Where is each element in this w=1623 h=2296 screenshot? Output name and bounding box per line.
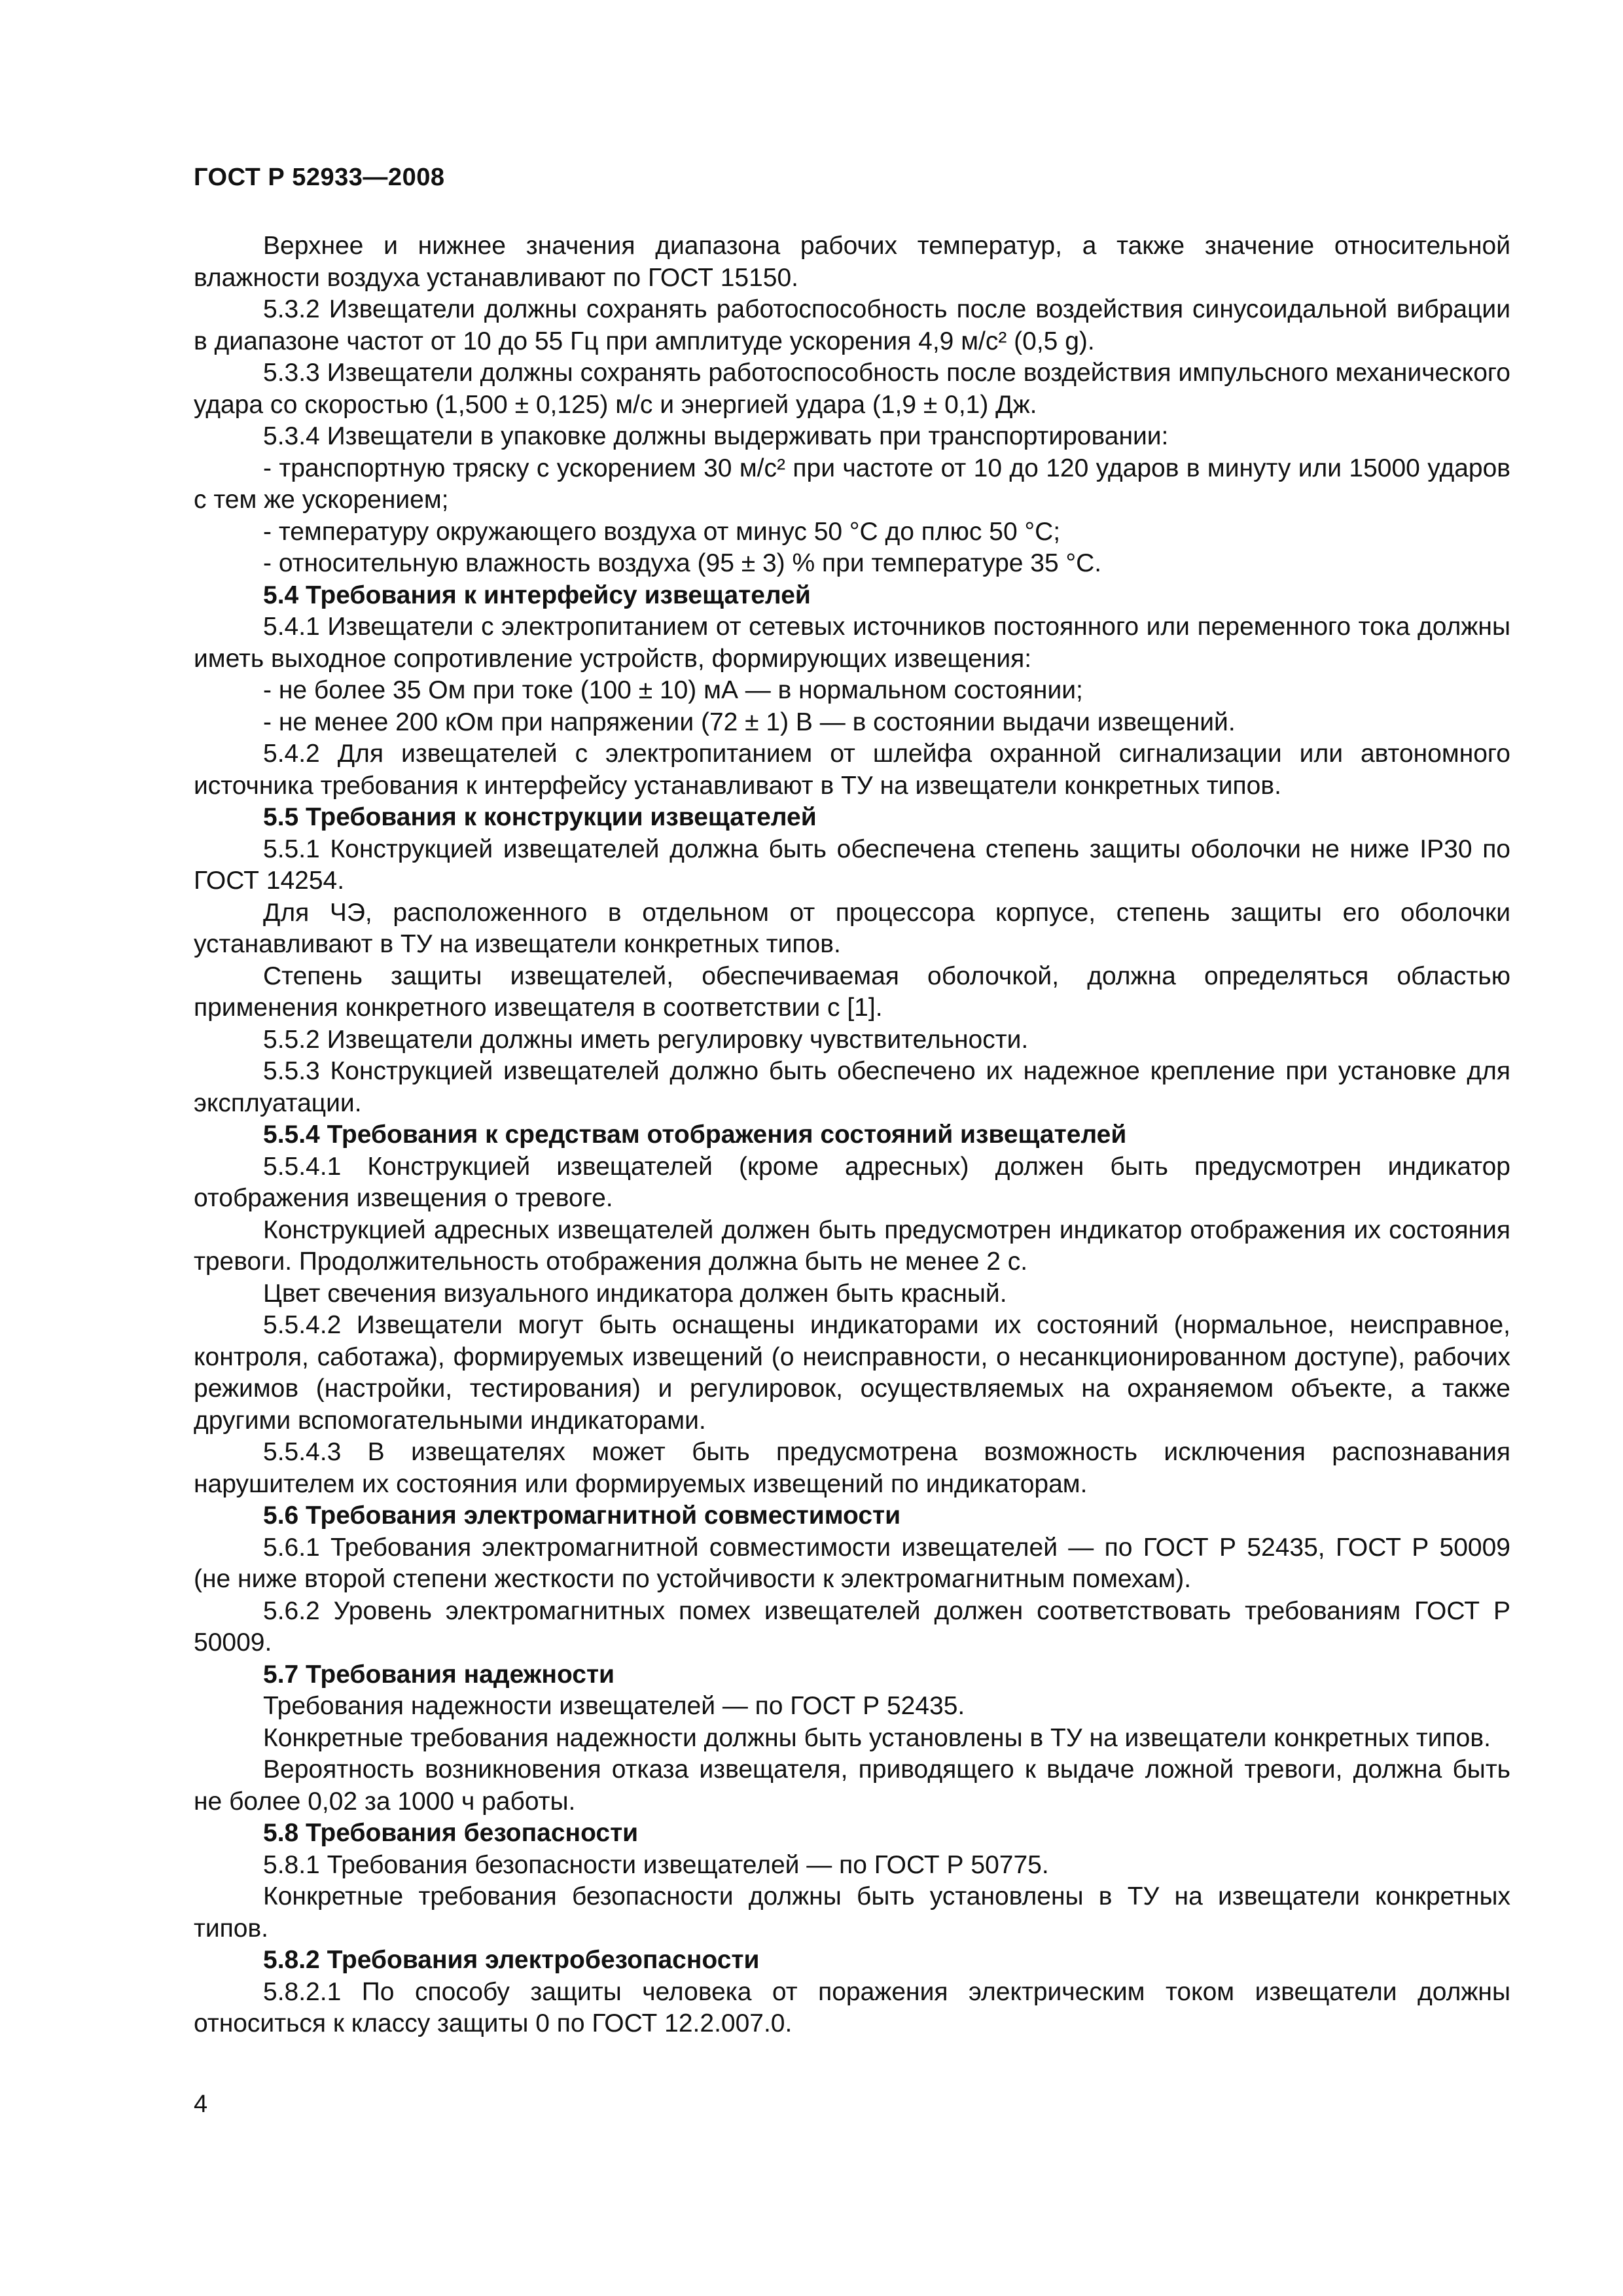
paragraph-5-5-4-2: 5.5.4.2 Извещатели могут быть оснащены индикаторами их состояний (нормальное, неисправное, контроля, саботажа), формируемых извещений (о неисправности, о несанкционированном доступе), рабочих режимов (настройки, тестирования) и регулировок, осуществляемых на охраняемом объекте, а также другими вспомогательными индикаторами. [194, 1311, 1510, 1435]
list-item-air-humidity: - относительную влажность воздуха (95 ± 3) % при температуре 35 °С. [263, 549, 1102, 577]
list-item-alarm-state-resistance: - не менее 200 кОм при напряжении (72 ± 1) В — в состоянии выдачи извещений. [263, 708, 1236, 736]
paragraph-addressable-indicator: Конструкцией адресных извещателей должен быть предусмотрен индикатор отображения их состояния тревоги. Продолжительность отображения должна быть не менее 2 с. [194, 1215, 1510, 1276]
list-item-normal-state-resistance: - не более 35 Ом при токе (100 ± 10) мА — в нормальном состоянии; [263, 676, 1083, 704]
paragraph-5-6-1: 5.6.1 Требования электромагнитной совместимости извещателей — по ГОСТ Р 52435, ГОСТ Р 50009 (не ниже второй степени жесткости по устойчивости к электромагнитным помехам). [194, 1533, 1510, 1593]
paragraph-reliability-specific: Конкретные требования надежности должны быть установлены в ТУ на извещатели конкретных типов. [263, 1723, 1491, 1752]
section-heading-5-7: 5.7 Требования надежности [263, 1660, 615, 1689]
section-heading-5-8: 5.8 Требования безопасности [263, 1819, 639, 1847]
paragraph-5-3-3: 5.3.3 Извещатели должны сохранять работоспособность после воздействия импульсного механического удара со скоростью (1,500 ± 0,125) м/с и энергией удара (1,9 ± 0,1) Дж. [194, 359, 1510, 419]
paragraph-5-8-1: 5.8.1 Требования безопасности извещателей — по ГОСТ Р 50775. [263, 1850, 1049, 1879]
section-heading-5-5: 5.5 Требования к конструкции извещателей [263, 803, 817, 831]
paragraph-temperature-humidity: Верхнее и нижнее значения диапазона рабочих температур, а также значение относительной влажности воздуха устанавливают по ГОСТ 15150. [194, 232, 1510, 292]
paragraph-sensor-housing: Для ЧЭ, расположенного в отдельном от процессора корпусе, степень защиты его оболочки устанавливают в ТУ на извещатели конкретных типов. [194, 898, 1510, 958]
paragraph-5-3-2: 5.3.2 Извещатели должны сохранять работоспособность после воздействия синусоидальной вибрации в диапазоне частот от 10 до 55 Гц при амплитуде ускорения 4,9 м/с² (0,5 g). [194, 295, 1510, 355]
document-body [194, 230, 1510, 2040]
paragraph-5-5-3: 5.5.3 Конструкцией извещателей должно быть обеспечено их надежное крепление при установке для эксплуатации. [194, 1057, 1510, 1117]
list-item-air-temperature: - температуру окружающего воздуха от минус 50 °С до плюс 50 °С; [263, 517, 1061, 546]
paragraph-protection-degree: Степень защиты извещателей, обеспечиваемая оболочкой, должна определяться областью применения конкретного извещателя в соответствии с [1]. [194, 961, 1510, 1022]
list-item-transport-shaking: - транспортную тряску с ускорением 30 м/с² при частоте от 10 до 120 ударов в минуту или 15000 ударов с тем же ускорением; [194, 454, 1510, 514]
paragraph-false-alarm-probability: Вероятность возникновения отказа извещателя, приводящего к выдаче ложной тревоги, должна быть не более 0,02 за 1000 ч работы. [194, 1755, 1510, 1816]
section-heading-5-4: 5.4 Требования к интерфейсу извещателей [263, 581, 811, 609]
paragraph-5-3-4: 5.3.4 Извещатели в упаковке должны выдерживать при транспортировании: [263, 422, 1169, 450]
section-heading-5-6: 5.6 Требования электромагнитной совместимости [263, 1501, 901, 1530]
paragraph-5-4-1: 5.4.1 Извещатели с электропитанием от сетевых источников постоянного или переменного тока должны иметь выходное сопротивление устройств, формирующих извещения: [194, 613, 1510, 673]
paragraph-indicator-color: Цвет свечения визуального индикатора должен быть красный. [263, 1279, 1007, 1308]
page-number: 4 [194, 2090, 208, 2118]
paragraph-5-8-2-1: 5.8.2.1 По способу защиты человека от поражения электрическим током извещатели должны относиться к классу защиты 0 по ГОСТ 12.2.007.0. [194, 1977, 1510, 2037]
paragraph-5-5-4-1: 5.5.4.1 Конструкцией извещателей (кроме адресных) должен быть предусмотрен индикатор отображения извещения о тревоге. [194, 1152, 1510, 1212]
paragraph-5-6-2: 5.6.2 Уровень электромагнитных помех извещателей должен соответствовать требованиям ГОСТ Р 50009. [194, 1596, 1510, 1657]
paragraph-5-5-4-3: 5.5.4.3 В извещателях может быть предусмотрена возможность исключения распознавания нарушителем их состояния или формируемых извещений по индикаторам. [194, 1438, 1510, 1498]
paragraph-5-5-1: 5.5.1 Конструкцией извещателей должна быть обеспечена степень защиты оболочки не ниже IP30 по ГОСТ 14254. [194, 834, 1510, 895]
paragraph-5-4-2: 5.4.2 Для извещателей с электропитанием от шлейфа охранной сигнализации или автономного источника требования к интерфейсу устанавливают в ТУ на извещатели конкретных типов. [194, 740, 1510, 800]
paragraph-5-5-2: 5.5.2 Извещатели должны иметь регулировку чувствительности. [263, 1025, 1029, 1054]
paragraph-reliability-standard: Требования надежности извещателей — по ГОСТ Р 52435. [263, 1692, 965, 1720]
paragraph-safety-specific: Конкретные требования безопасности должны быть установлены в ТУ на извещатели конкретных типов. [194, 1882, 1510, 1943]
section-heading-5-8-2: 5.8.2 Требования электробезопасности [263, 1946, 760, 1974]
document-standard-header: ГОСТ Р 52933—2008 [194, 164, 445, 191]
section-heading-5-5-4: 5.5.4 Требования к средствам отображения состояний извещателей [263, 1121, 1127, 1149]
